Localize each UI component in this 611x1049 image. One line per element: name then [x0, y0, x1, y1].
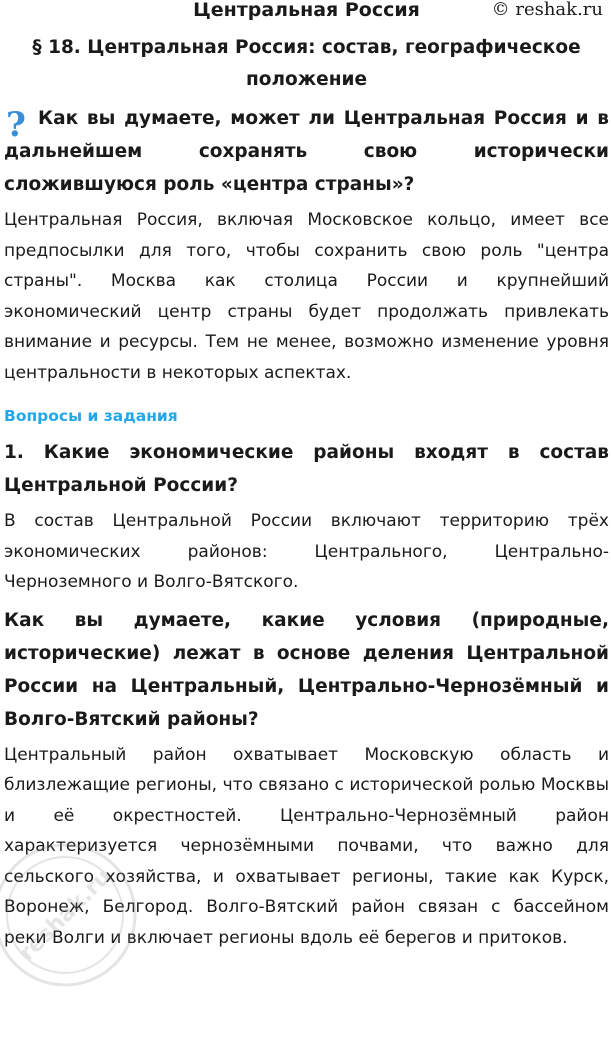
- intro-answer: Центральная Россия, включая Московское кольцо, имеет все предпосылки для того, чтобы сохранить свою роль "центра страны". Москва как столица России и крупнейший экономический центр страны будет продолжать привлекать внимание и ресурсы. Тем не менее, возможно изменение уровня центральности в некоторых аспектах.: [4, 210, 609, 383]
- answer-2: Центральный район охватывает Московскую область и близлежащие регионы, что связано с исторической ролью Москвы и её окрестностей. Центрально-Чернозёмный район характеризуется чернозёмными почвами, что важно для сельского хозяйства, и охватывает регионы, такие как Курск, Воронеж, Белгород. Волго-Вятский район связан с бассейном реки Волги и включает регионы вдоль её берегов и притоков.: [4, 744, 609, 948]
- answer-1: В состав Центральной России включают территорию трёх экономических районов: Центрального, Центрально-Черноземного и Волго-Вятского.: [4, 511, 609, 592]
- question-2: Как вы думаете, какие условия (природные, исторические) лежат в основе деления Центральной России на Центральный, Центрально-Чернозёмный и Волго-Вятский районы?: [4, 609, 609, 730]
- section-title: § 18. Центральная Россия: состав, географическое положение: [32, 37, 581, 90]
- site-copyright[interactable]: © reshak.ru: [491, 0, 603, 20]
- watermark-text: reshak.ru: [14, 864, 117, 967]
- intro-question: Как вы думаете, может ли Центральная Россия и в дальнейшем сохранять свою исторически сложившуюся роль «центра страны»?: [4, 108, 609, 195]
- page-header: [4, 0, 609, 28]
- page-header-title: Центральная Россия: [193, 0, 420, 21]
- intro-question-block: [4, 102, 609, 201]
- question-mark-icon: ?: [6, 105, 26, 145]
- tasks-heading: Вопросы и задания: [4, 407, 178, 425]
- question-1: 1. Какие экономические районы входят в состав Центральной России?: [4, 442, 609, 496]
